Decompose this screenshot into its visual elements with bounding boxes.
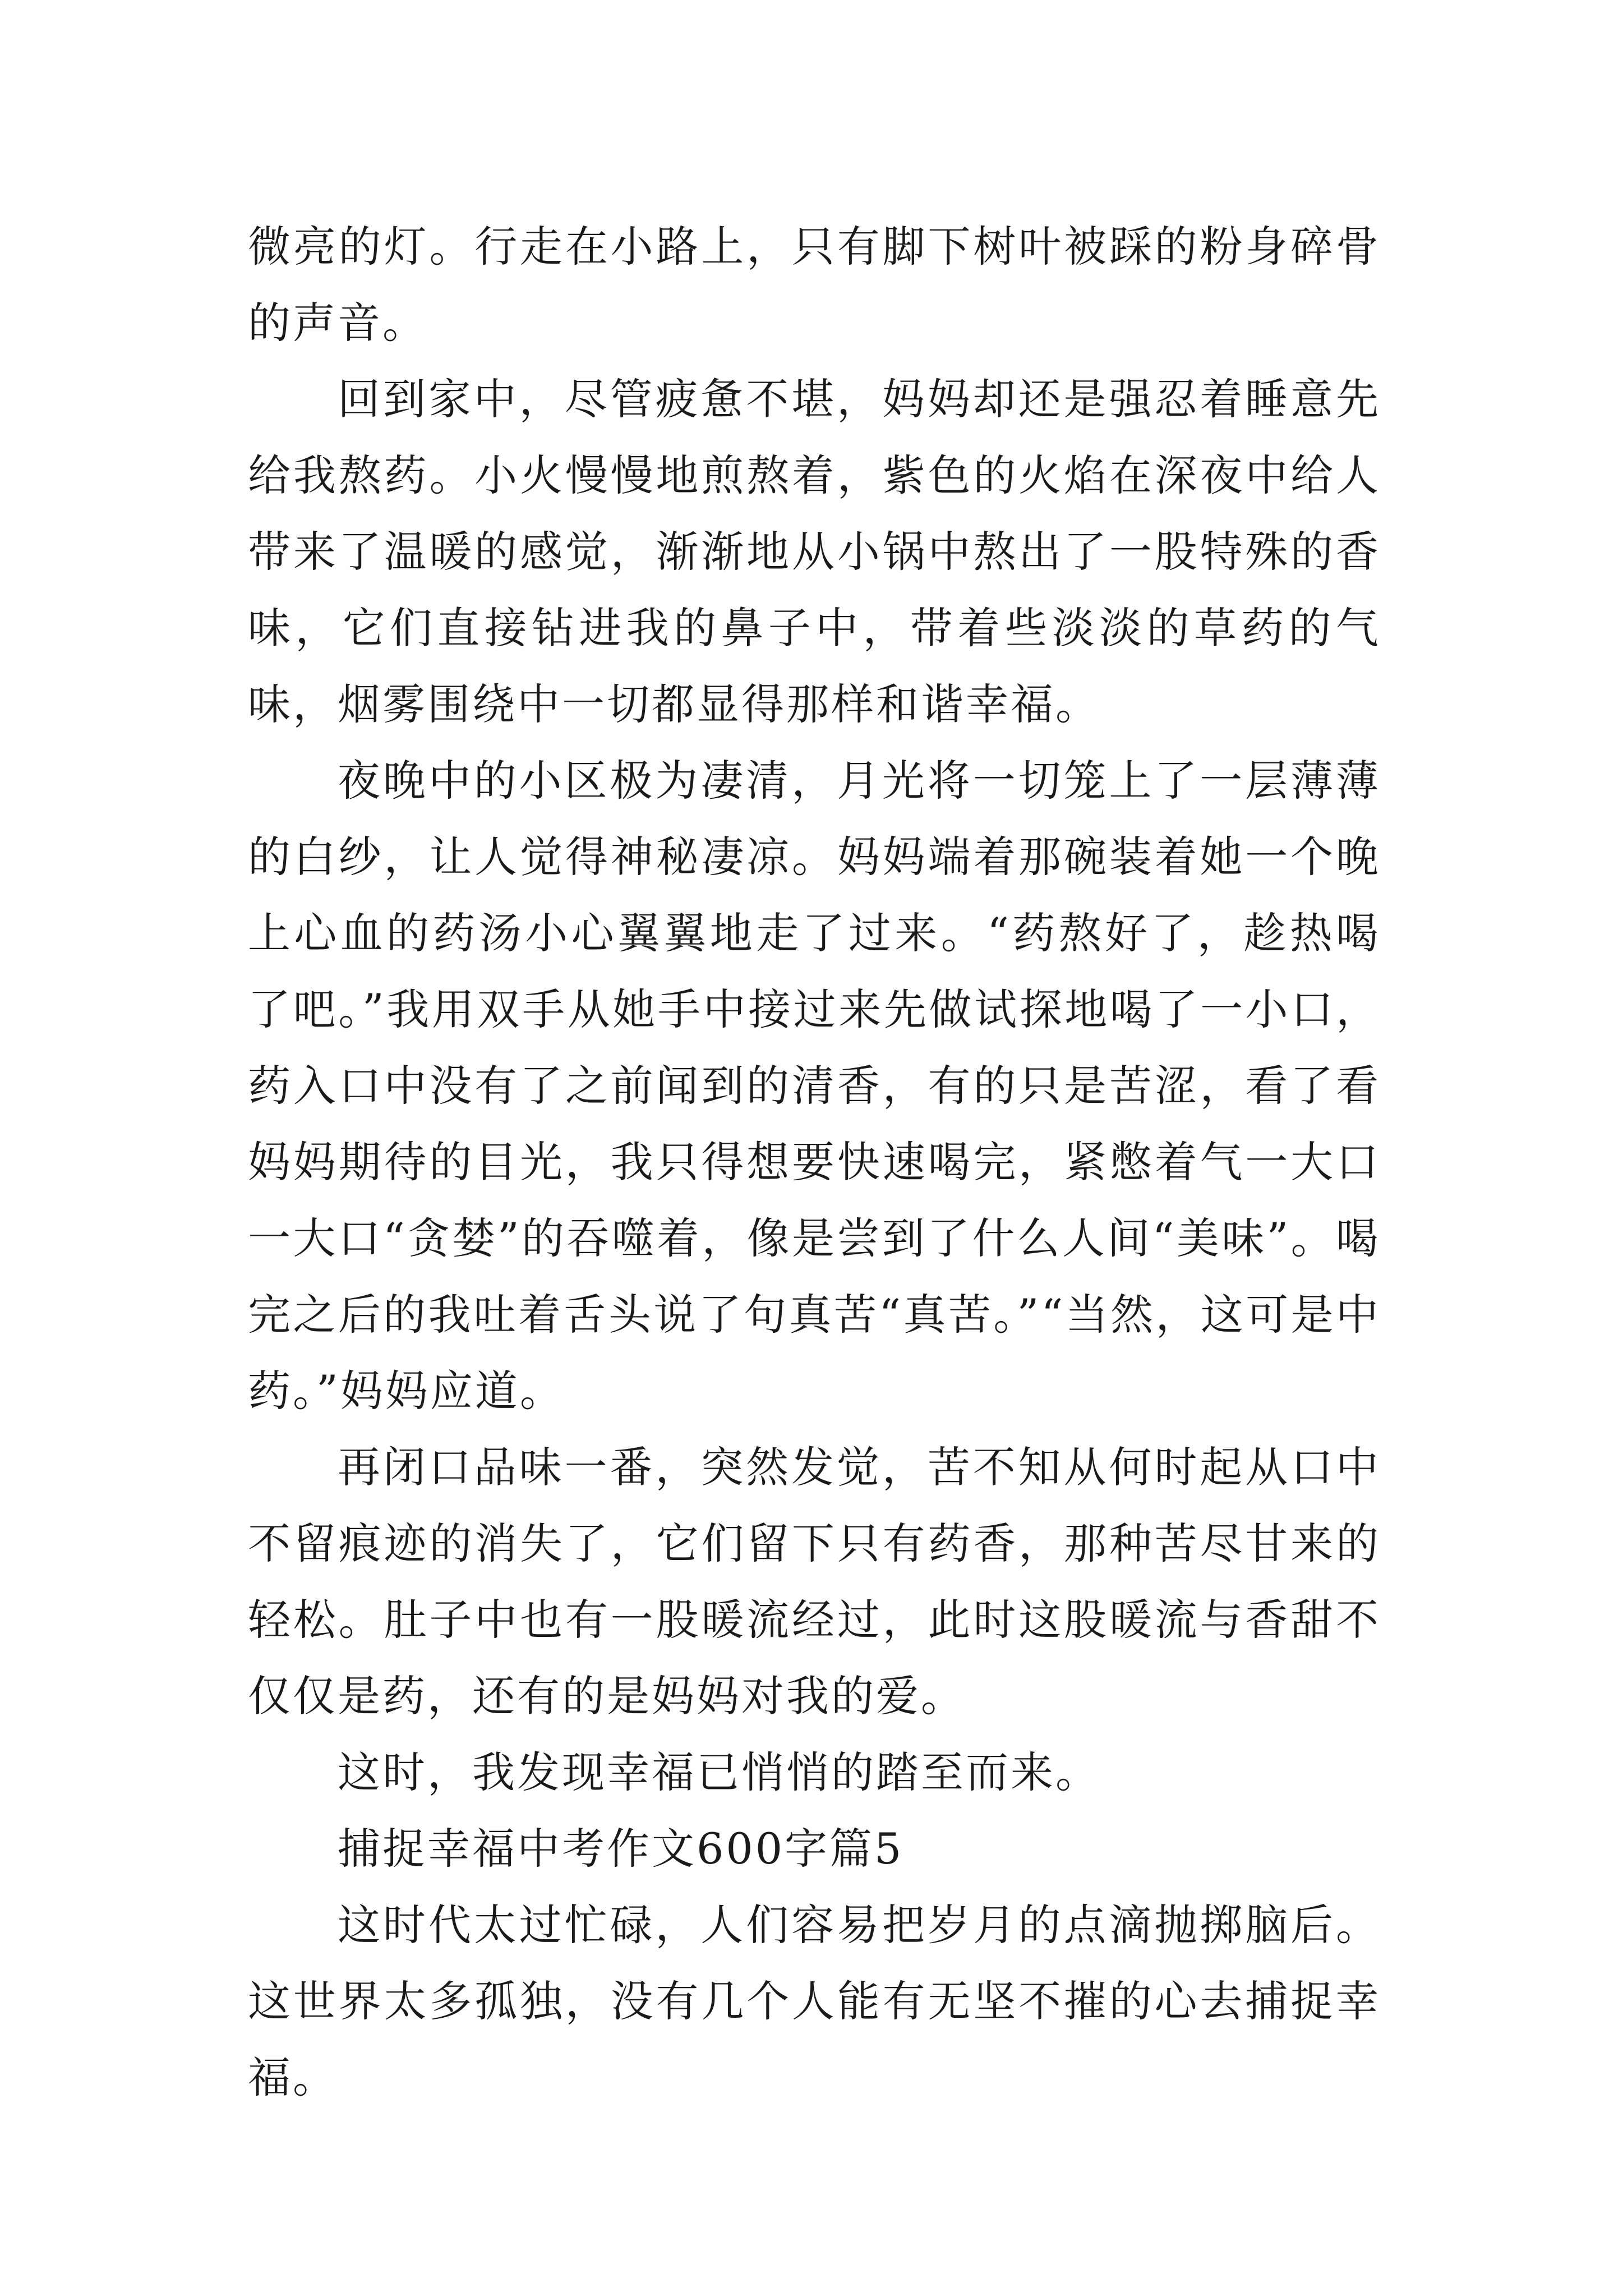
- paragraph-continuation: 微亮的灯。行走在小路上，只有脚下树叶被踩的粉身碎骨的声音。: [248, 222, 1381, 348]
- article-body: [248, 209, 1381, 2116]
- section-heading: 捕捉幸福中考作文600字篇5: [338, 1824, 904, 1874]
- paragraph-aftertaste: 再闭口品味一番，突然发觉，苦不知从何时起从口中不留痕迹的消失了，它们留下只有药香，那种苦尽甘来的轻松。肚子中也有一股暖流经过，此时这股暖流与香甜不仅仅是药，还有的是妈妈对我的爱。: [248, 1442, 1381, 1721]
- paragraph-happiness-arrives: 这时，我发现幸福已悄悄的踏至而来。: [338, 1747, 1100, 1797]
- paragraph-medicine-cooking: 回到家中，尽管疲惫不堪，妈妈却还是强忍着睡意先给我熬药。小火慢慢地煎熬着，紫色的火焰在深夜中给人带来了温暖的感觉，渐渐地从小锅中熬出了一股特殊的香味，它们直接钻进我的鼻子中，带着些淡淡的草药的气味，烟雾围绕中一切都显得那样和谐幸福。: [248, 374, 1381, 729]
- paragraph-drinking-medicine: 夜晚中的小区极为凄清，月光将一切笼上了一层薄薄的白纱，让人觉得神秘凄凉。妈妈端着那碗装着她一个晚上心血的药汤小心翼翼地走了过来。“药熬好了，趁热喝了吧。”我用双手从她手中接过来先做试探地喝了一小口，药入口中没有了之前闻到的清香，有的只是苦涩，看了看妈妈期待的目光，我只得想要快速喝完，紧憋着气一大口一大口“贪婪”的吞噬着，像是尝到了什么人间“美味”。喝完之后的我吐着舌头说了句真苦“真苦。”“当然，这可是中药。”妈妈应道。: [248, 756, 1381, 1416]
- paragraph-essay-five-intro: 这时代太过忙碌，人们容易把岁月的点滴抛掷脑后。这世界太多孤独，没有几个人能有无坚不摧的心去捕捉幸福。: [248, 1900, 1381, 2102]
